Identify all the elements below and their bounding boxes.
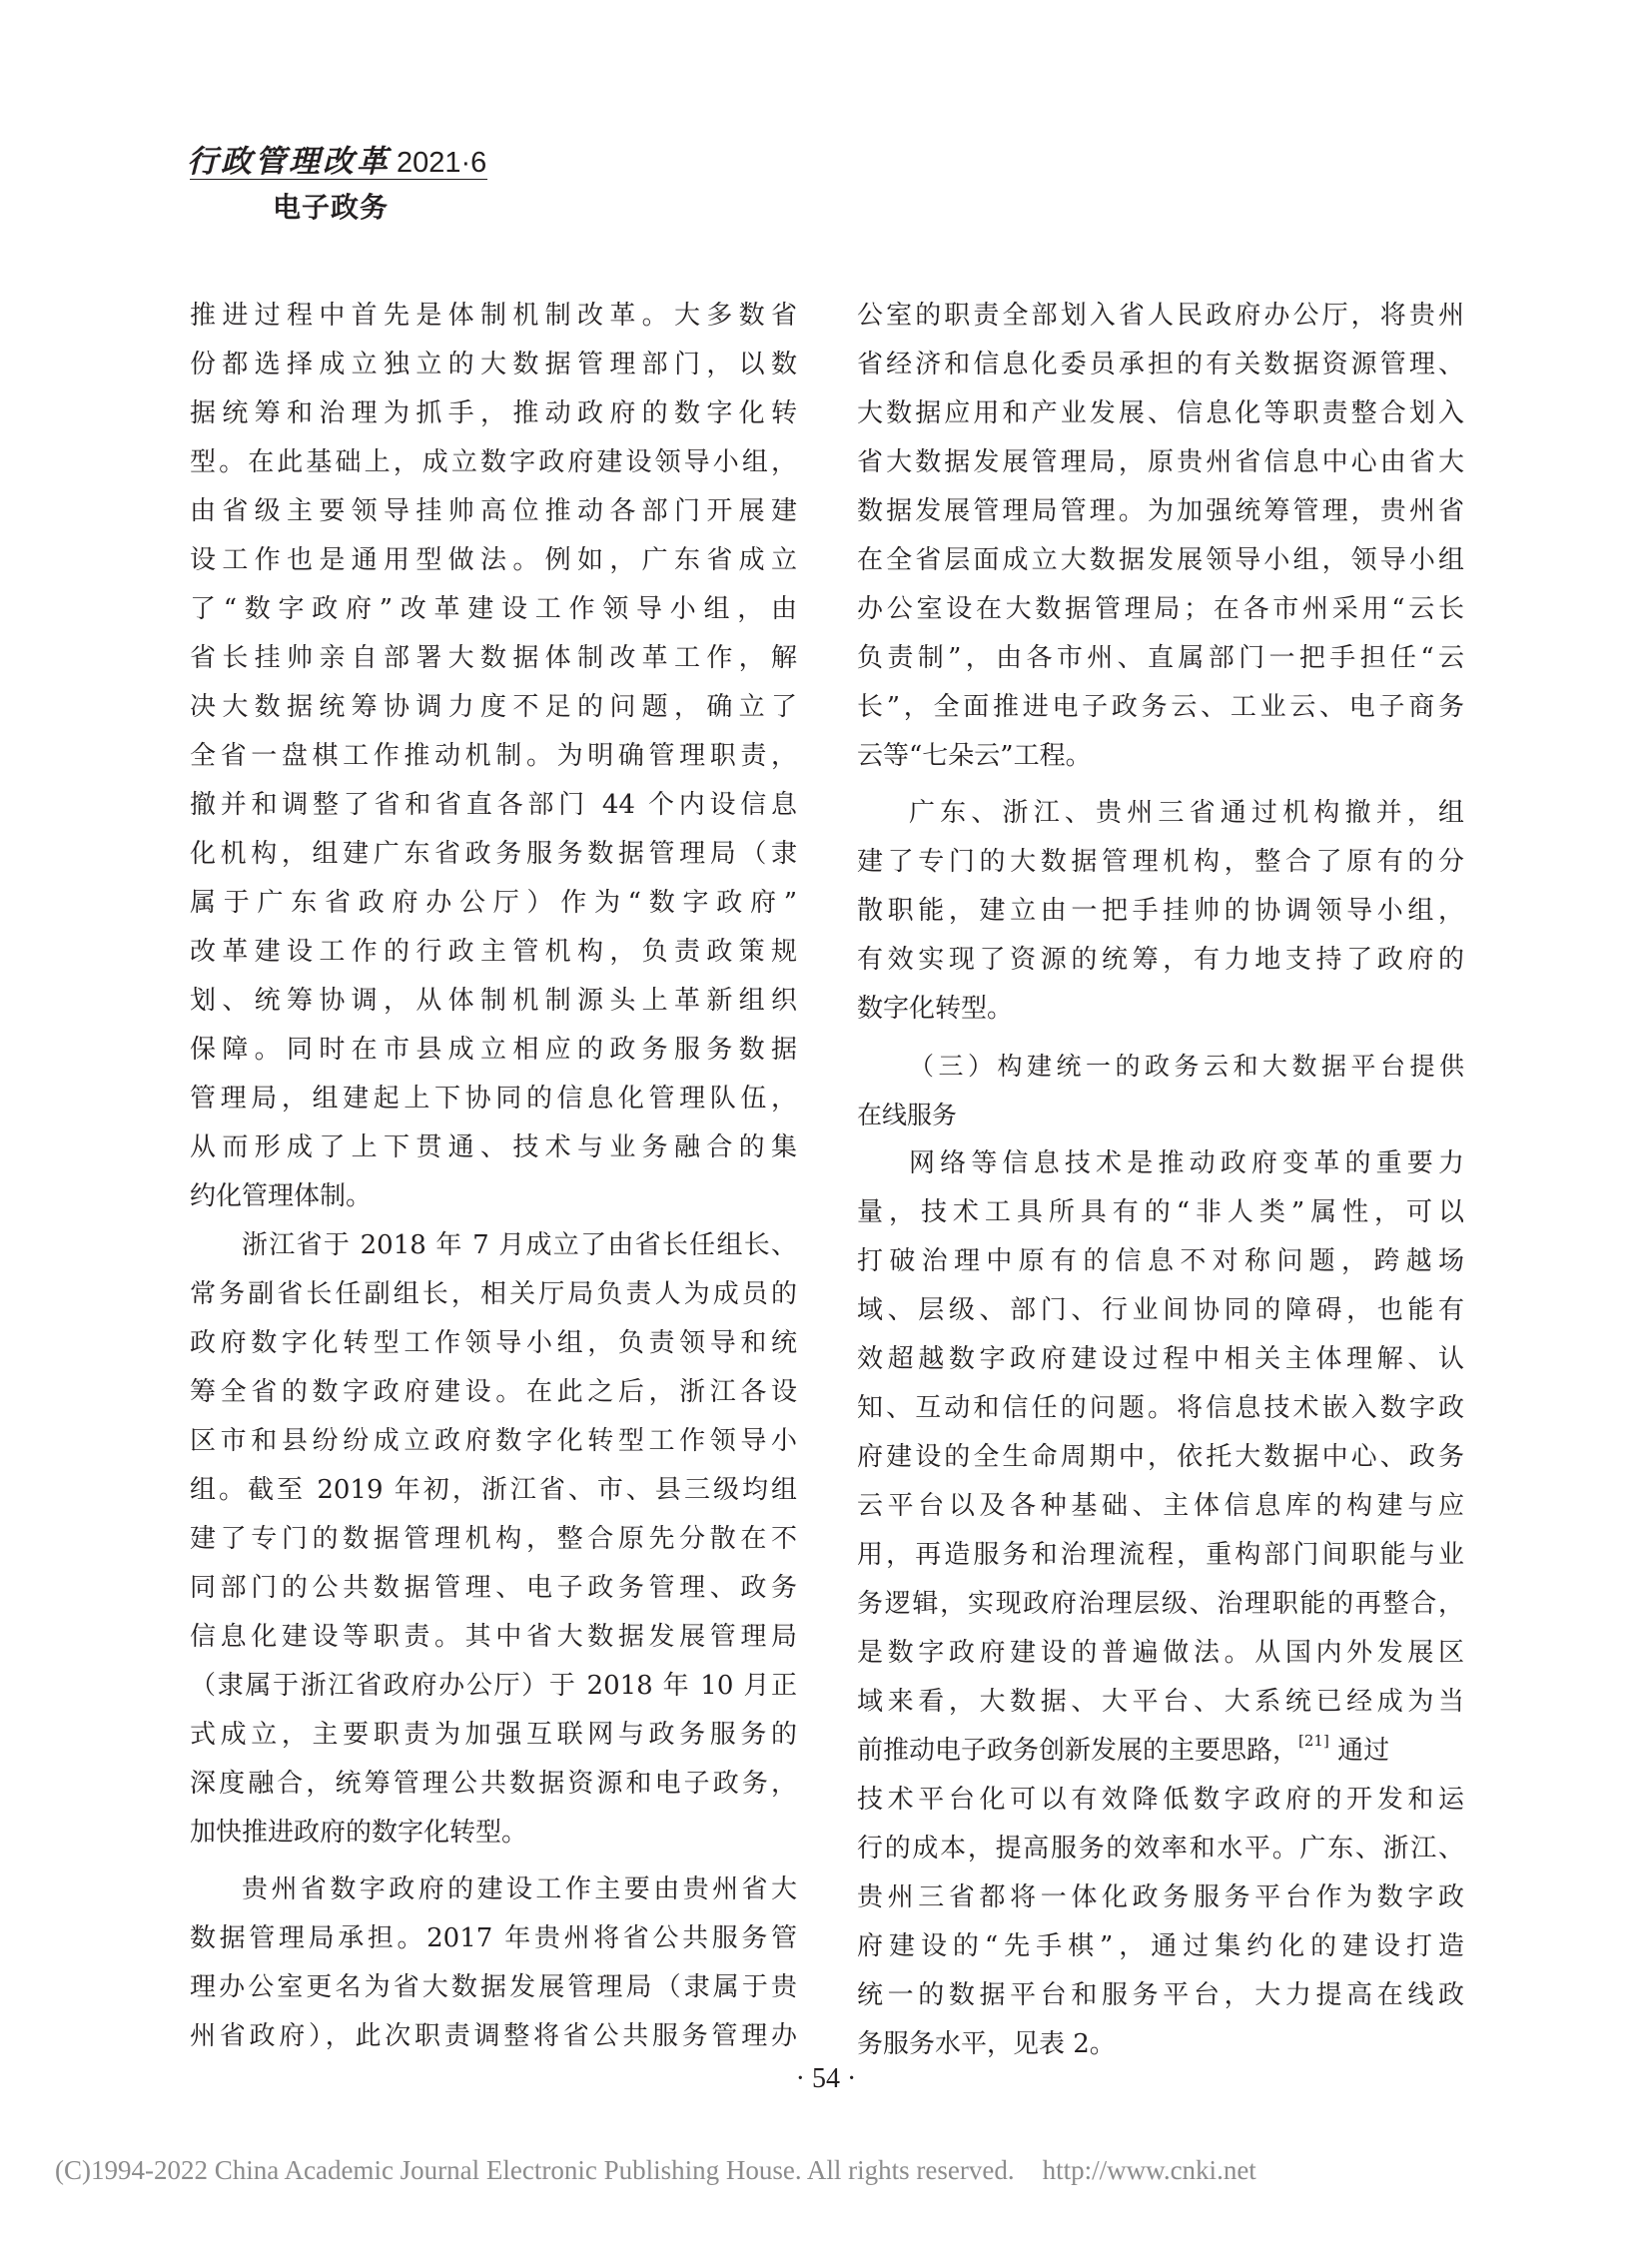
copyright-footer <box>55 2155 1256 2186</box>
text-segment: 通过 <box>1328 1736 1390 1766</box>
text-line: 府建设的全生命周期中，依托大数据中心、政务 <box>857 1442 1464 1472</box>
text-line: 理办公室更名为省大数据发展管理局（隶属于贵 <box>190 1972 797 2002</box>
text-line: 技术平台化可以有效降低数字政府的开发和运 <box>857 1785 1464 1815</box>
text-line: 办公室设在大数据管理局；在各市州采用“云长 <box>857 594 1464 624</box>
text-line: 筹全省的数字政府建设。在此之后，浙江各设 <box>190 1377 797 1407</box>
text-line: 属于广东省政府办公厅）作为“数字政府” <box>190 888 797 918</box>
header-rule <box>190 179 487 180</box>
text-line: 由省级主要领导挂帅高位推动各部门开展建 <box>190 496 797 526</box>
text-line: 统一的数据平台和服务平台，大力提高在线政 <box>857 1980 1464 2010</box>
text-line: 全省一盘棋工作推动机制。为明确管理职责， <box>190 741 797 771</box>
right-column <box>857 292 1464 2069</box>
text-line: 大数据应用和产业发展、信息化等职责整合划入 <box>857 398 1464 428</box>
text-line: 组。截至 2019 年初，浙江省、市、县三级均组 <box>190 1475 797 1505</box>
text-line-with-citation <box>857 1727 1464 1776</box>
text-line: 管理局，组建起上下协同的信息化管理队伍， <box>190 1084 797 1114</box>
text-line: 建了专门的大数据管理机构，整合了原有的分 <box>857 847 1464 877</box>
copyright-text: (C)1994-2022 China Academic Journal Electronic Publishing House. All rights reserved. <box>55 2155 1015 2185</box>
running-header <box>187 136 486 181</box>
text-line: 数据管理局承担。2017 年贵州将省公共服务管 <box>190 1923 797 1953</box>
text-line: 区市和县纷纷成立政府数字化转型工作领导小 <box>190 1426 797 1456</box>
section-title: 电子政务 <box>273 191 390 224</box>
text-line: 贵州三省都将一体化政务服务平台作为数字政 <box>857 1882 1464 1912</box>
text-line: 式成立，主要职责为加强互联网与政务服务的 <box>190 1720 797 1750</box>
text-line: 是数字政府建设的普遍做法。从国内外发展区 <box>857 1638 1464 1668</box>
text-line: 加快推进政府的数字化转型。 <box>190 1818 528 1848</box>
text-line: 数字化转型。 <box>857 994 1014 1024</box>
text-line: 效超越数字政府建设过程中相关主体理解、认 <box>857 1344 1464 1374</box>
text-line: 云平台以及各种基础、主体信息库的构建与应 <box>857 1491 1464 1521</box>
text-line: 行的成本，提高服务的效率和水平。广东、浙江、 <box>857 1834 1464 1864</box>
text-line: 撤并和调整了省和省直各部门 44 个内设信息 <box>190 790 797 820</box>
text-line: 推进过程中首先是体制机制改革。大多数省 <box>190 301 797 331</box>
text-line: 信息化建设等职责。其中省大数据发展管理局 <box>190 1622 797 1652</box>
text-line: 知、互动和信任的问题。将信息技术嵌入数字政 <box>857 1393 1464 1423</box>
journal-title: 行政管理改革 <box>187 144 391 180</box>
text-line: 建了专门的数据管理机构，整合原先分散在不 <box>190 1524 797 1554</box>
text-line: 用，再造服务和治理流程，重构部门间职能与业 <box>857 1540 1464 1570</box>
subsection-heading: （三）构建统一的政务云和大数据平台提供 <box>909 1052 1464 1081</box>
citation-ref: [21] <box>1298 1732 1329 1751</box>
text-line: 化机构，组建广东省政务服务数据管理局（隶 <box>190 839 797 869</box>
text-line: 长”，全面推进电子政务云、工业云、电子商务 <box>857 692 1464 722</box>
text-line: 域来看，大数据、大平台、大系统已经成为当 <box>857 1687 1464 1717</box>
text-line: 务逻辑，实现政府治理层级、治理职能的再整合， <box>857 1589 1464 1619</box>
text-line: 保障。同时在市县成立相应的政务服务数据 <box>190 1035 797 1065</box>
text-line: 云等“七朵云”工程。 <box>857 741 1092 771</box>
text-line: 据统筹和治理为抓手，推动政府的数字化转 <box>190 398 797 428</box>
paragraph-start-line: 浙江省于 2018 年 7 月成立了由省长任组长、 <box>242 1230 797 1260</box>
text-segment: 前推动电子政务创新发展的主要思路， <box>857 1736 1299 1766</box>
text-line: 常务副省长任副组长，相关厅局负责人为成员的 <box>190 1279 797 1309</box>
text-line: 了“数字政府”改革建设工作领导小组，由 <box>190 594 797 624</box>
left-column <box>190 292 797 2061</box>
text-line: 州省政府），此次职责调整将省公共服务管理办 <box>190 2021 797 2051</box>
text-line: 设工作也是通用型做法。例如，广东省成立 <box>190 545 797 575</box>
text-line: 决大数据统筹协调力度不足的问题，确立了 <box>190 692 797 722</box>
issue-number: 2021·6 <box>397 147 487 179</box>
text-line: 省大数据发展管理局，原贵州省信息中心由省大 <box>857 447 1464 477</box>
paragraph-start-line: 贵州省数字政府的建设工作主要由贵州省大 <box>242 1874 797 1904</box>
text-line: 负责制”，由各市州、直属部门一把手担任“云 <box>857 643 1464 673</box>
text-line: 省经济和信息化委员承担的有关数据资源管理、 <box>857 350 1464 379</box>
subsection-heading-cont: 在线服务 <box>857 1101 958 1129</box>
paragraph-start-line: 广东、浙江、贵州三省通过机构撤并，组 <box>909 798 1464 828</box>
text-line: 域、层级、部门、行业间协同的障碍，也能有 <box>857 1295 1464 1325</box>
text-line: 改革建设工作的行政主管机构，负责政策规 <box>190 937 797 967</box>
text-line: 政府数字化转型工作领导小组，负责领导和统 <box>190 1328 797 1358</box>
text-line: 深度融合，统筹管理公共数据资源和电子政务， <box>190 1769 797 1799</box>
text-line: 数据发展管理局管理。为加强统筹管理，贵州省 <box>857 496 1464 526</box>
text-line: 务服务水平，见表 2。 <box>857 2029 1116 2059</box>
text-line: 份都选择成立独立的大数据管理部门，以数 <box>190 350 797 379</box>
text-line: 型。在此基础上，成立数字政府建设领导小组， <box>190 447 797 477</box>
text-line: 打破治理中原有的信息不对称问题，跨越场 <box>857 1246 1464 1276</box>
text-line: 约化管理体制。 <box>190 1181 373 1211</box>
text-line: 在全省层面成立大数据发展领导小组，领导小组 <box>857 545 1464 575</box>
paragraph-start-line: 网络等信息技术是推动政府变革的重要力 <box>909 1148 1464 1178</box>
page-number: · 54 · <box>795 2063 857 2094</box>
text-line: 公室的职责全部划入省人民政府办公厅，将贵州 <box>857 301 1464 331</box>
text-line: 有效实现了资源的统筹，有力地支持了政府的 <box>857 945 1464 975</box>
text-line: 府建设的“先手棋”，通过集约化的建设打造 <box>857 1931 1464 1961</box>
text-line: 同部门的公共数据管理、电子政务管理、政务 <box>190 1573 797 1603</box>
footer-url[interactable]: http://www.cnki.net <box>1042 2155 1256 2185</box>
text-line: 散职能，建立由一把手挂帅的协调领导小组， <box>857 896 1464 926</box>
text-line: （隶属于浙江省政府办公厅）于 2018 年 10 月正 <box>190 1671 797 1701</box>
text-line: 从而形成了上下贯通、技术与业务融合的集 <box>190 1132 797 1162</box>
text-line: 划、统筹协调，从体制机制源头上革新组织 <box>190 986 797 1016</box>
text-line: 量，技术工具所具有的“非人类”属性，可以 <box>857 1197 1464 1227</box>
text-line: 省长挂帅亲自部署大数据体制改革工作，解 <box>190 643 797 673</box>
